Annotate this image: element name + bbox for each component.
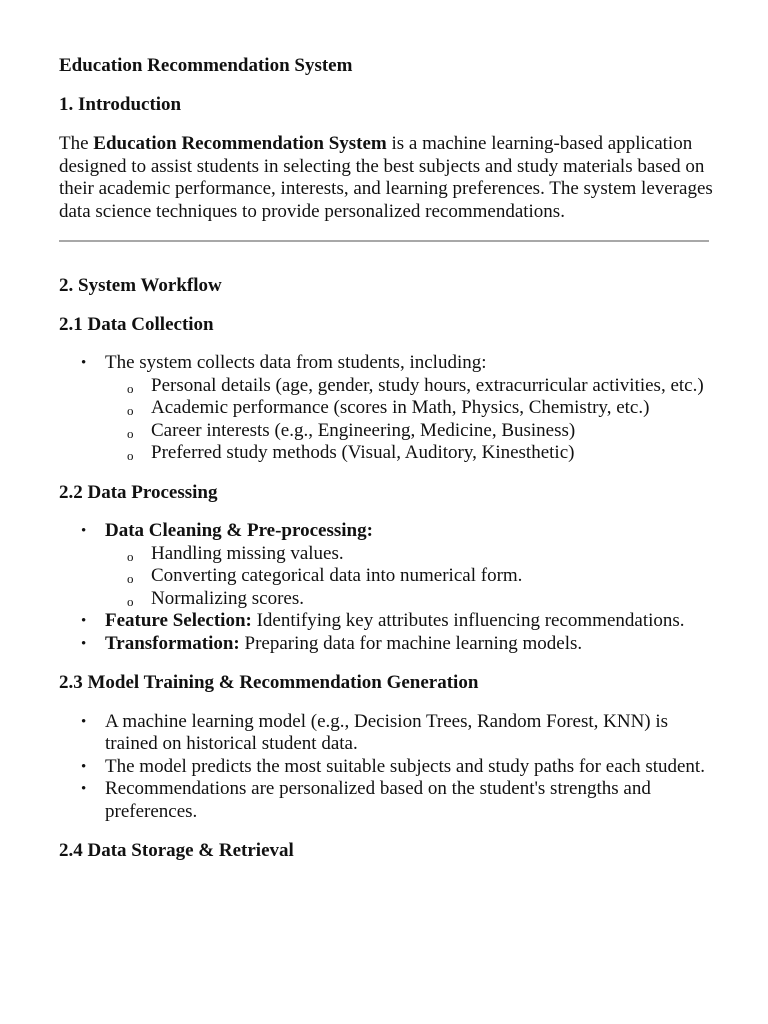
data-processing-heading: 2.2 Data Processing	[59, 481, 218, 503]
data-cleaning-sublist	[105, 543, 719, 611]
list-item	[105, 610, 719, 633]
introduction-heading: 1. Introduction	[59, 93, 182, 115]
list-item	[105, 352, 719, 465]
list-item	[105, 520, 719, 610]
list-item-text: The system collects data from students, including:	[105, 352, 487, 373]
model-training-list	[59, 711, 719, 824]
sublist-item: o Personal details (age, gender, study hours, extracurricular activities, etc.)	[151, 375, 719, 398]
intro-text-bold: Education Recommendation System	[93, 133, 387, 154]
data-storage-heading: 2.4 Data Storage & Retrieval	[59, 840, 294, 861]
list-item-label: Data Cleaning & Pre-processing:	[105, 520, 373, 541]
list-item-label: Feature Selection:	[105, 610, 252, 631]
data-collection-heading: 2.1 Data Collection	[59, 313, 214, 335]
introduction-paragraph	[59, 133, 719, 223]
list-item	[105, 633, 719, 656]
intro-text-post: is a machine learning-based application designed to assist students in selecting the best subjects and study materials based on their academic performance, interests, and learning preferences. The system leverages data science techniques to provide personalized recommendations.	[59, 133, 713, 222]
list-item-text: Preparing data for machine learning models.	[239, 632, 583, 654]
sublist-item: o Handling missing values.	[151, 543, 719, 566]
model-training-heading: 2.3 Model Training & Recommendation Generation	[59, 672, 479, 693]
sublist-item: o Preferred study methods (Visual, Auditory, Kinesthetic)	[151, 442, 719, 465]
data-collection-list	[59, 352, 719, 465]
document-content	[59, 55, 719, 879]
document-title: Education Recommendation System	[59, 55, 353, 76]
list-item: • The model predicts the most suitable subjects and study paths for each student.	[105, 756, 719, 779]
list-item: • Recommendations are personalized based on the student's strengths and preferences.	[105, 778, 719, 823]
intro-text-pre: The	[59, 133, 94, 154]
section-divider	[59, 240, 709, 242]
sublist-item: o Normalizing scores.	[151, 588, 719, 611]
list-item-text: Identifying key attributes influencing recommendations.	[251, 610, 685, 631]
sublist-item: o Career interests (e.g., Engineering, Medicine, Business)	[151, 420, 719, 443]
sublist-item: o Academic performance (scores in Math, Physics, Chemistry, etc.)	[151, 397, 719, 420]
list-item: • A machine learning model (e.g., Decision Trees, Random Forest, KNN) is trained on historical student data.	[105, 711, 719, 756]
data-processing-list	[59, 520, 719, 655]
sublist-item: o Converting categorical data into numerical form.	[151, 565, 719, 588]
data-collection-sublist	[105, 375, 719, 465]
list-item-label: Transformation:	[105, 632, 240, 654]
workflow-heading: 2. System Workflow	[59, 275, 222, 296]
